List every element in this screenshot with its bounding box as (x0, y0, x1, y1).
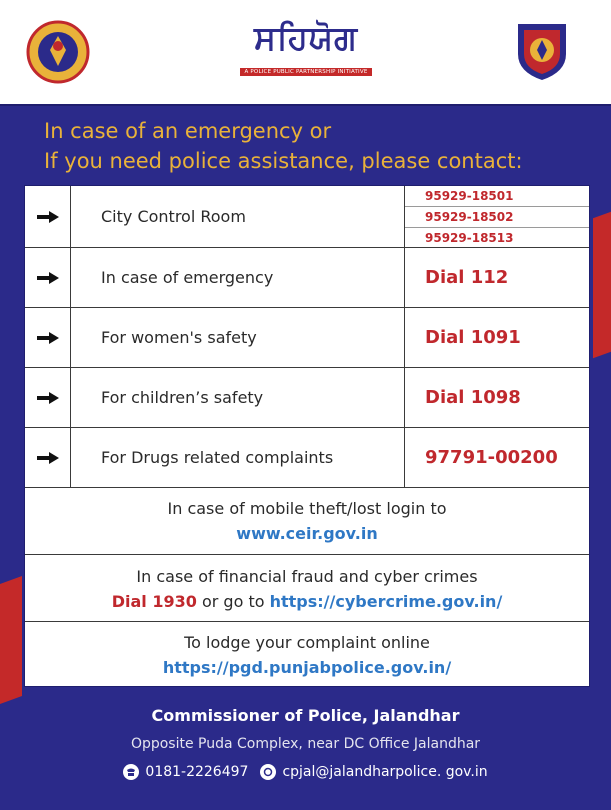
punjab-police-emblem-icon (510, 18, 574, 82)
row-label: City Control Room (71, 186, 405, 247)
email-icon (260, 764, 276, 780)
header (0, 0, 611, 106)
cybercrime-link[interactable]: https://cybercrime.gov.in/ (269, 592, 503, 611)
table-row (25, 186, 589, 248)
online-complaint-text: To lodge your complaint online (184, 633, 430, 652)
phone-number: 95929-18502 (405, 207, 589, 228)
arrow-right-icon (37, 452, 59, 464)
logo-tagline: A POLICE PUBLIC PARTNERSHIP INITIATIVE (240, 68, 371, 76)
footer-email[interactable]: cpjal@jalandharpolice. gov.in (282, 764, 488, 780)
phone-number: 95929-18513 (425, 230, 514, 245)
row-contact: 97791-00200 (425, 447, 558, 468)
row-label: In case of emergency (71, 248, 405, 307)
mobile-theft-info (25, 488, 589, 555)
cyber-dial-number: Dial 1930 (111, 592, 197, 611)
footer-address: Opposite Puda Complex, near DC Office Jalandhar (130, 736, 481, 752)
heading-line-1: In case of an emergency or (44, 119, 332, 143)
pgd-link[interactable]: https://pgd.punjabpolice.gov.in/ (162, 658, 452, 677)
ceir-link[interactable]: www.ceir.gov.in (236, 524, 378, 543)
control-room-numbers (405, 186, 589, 248)
row-label: For women's safety (71, 308, 405, 367)
row-contact: Dial 1098 (425, 387, 521, 408)
footer-contacts (0, 758, 611, 786)
row-contact: Dial 1091 (425, 327, 521, 348)
footer (0, 700, 611, 786)
cyber-fraud-info (25, 555, 589, 622)
arrow-right-icon (37, 211, 59, 223)
table-row (25, 308, 589, 368)
mobile-theft-text: In case of mobile theft/lost login to (167, 499, 447, 518)
heading-line-2: If you need police assistance, please contact: (44, 149, 523, 173)
row-contact: Dial 112 (425, 267, 509, 288)
contact-table (24, 185, 590, 687)
commissionerate-emblem-icon (26, 20, 90, 84)
phone-icon (123, 764, 139, 780)
table-row (25, 368, 589, 428)
table-row (25, 248, 589, 308)
cyber-fraud-text: In case of financial fraud and cyber crimes (136, 567, 478, 586)
logo-title: ਸਹਿਯੋਗ (253, 18, 359, 57)
row-contact (405, 186, 589, 247)
red-accent-right (593, 212, 611, 359)
footer-phone: 0181-2226497 (145, 764, 249, 780)
footer-title: Commissioner of Police, Jalandhar (151, 706, 460, 725)
arrow-right-icon (37, 332, 59, 344)
arrow-right-icon (37, 392, 59, 404)
online-complaint-info (25, 622, 589, 686)
red-accent-left (0, 576, 22, 704)
heading (44, 116, 604, 176)
table-row (25, 428, 589, 488)
cyber-or-text: or go to (201, 592, 265, 611)
sahyog-logo (236, 18, 376, 88)
row-label: For children’s safety (71, 368, 405, 427)
phone-number: 95929-18501 (405, 186, 589, 207)
row-label: For Drugs related complaints (71, 428, 405, 487)
arrow-right-icon (37, 272, 59, 284)
